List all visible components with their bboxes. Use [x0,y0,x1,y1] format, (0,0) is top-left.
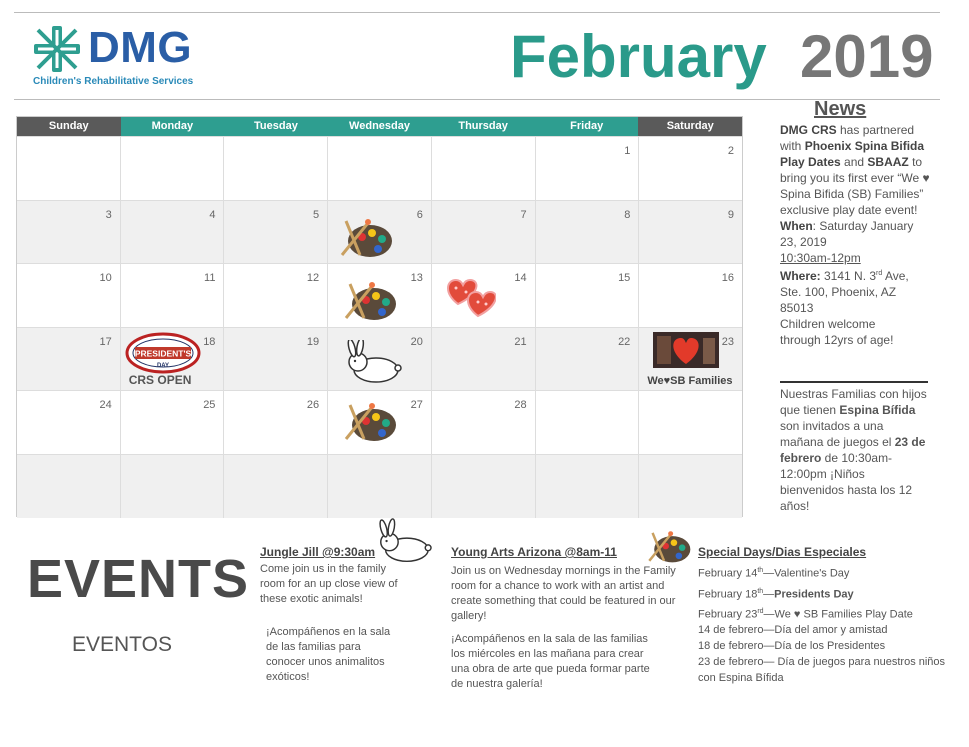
calendar-week [17,263,742,327]
news-where-sup: rd [876,270,883,277]
events-title: EVENTS [27,549,250,609]
special-day-text: —We ♥ SB Families Play Date [763,608,913,621]
we-love-sb-label: We♥SB Families [647,375,733,388]
crs-open-label: CRS OPEN [128,373,192,388]
calendar-day [224,327,328,391]
special-day-date: February 23 [698,608,758,621]
calendar-day [536,454,640,518]
news-es-text: son invitados a una mañana de juegos el [780,419,895,449]
day-number: 18 [203,335,216,348]
jungle-jill-heading: Jungle Jill @9:30am [260,545,376,559]
jungle-jill-body-es: ¡Acompáñenos en la sala de las familias para conocer unos animalitos exóticos! [266,626,391,683]
news-when-time: 10:30am-12pm [780,251,861,265]
calendar-day [224,454,328,518]
calendar-day [17,136,121,200]
weekday-wednesday: Wednesday [328,117,432,136]
calendar-day [639,390,742,454]
day-number: 11 [204,272,216,285]
palette-icon [646,526,692,566]
day-number: 7 [520,208,527,221]
calendar-day [639,327,742,391]
palette-icon [338,215,394,259]
calendar-week [17,454,742,518]
calendar-day [536,136,640,200]
news-where-value2: Ave, Ste. 100, Phoenix, AZ 85013 [780,269,909,315]
special-days-list-es [698,622,948,686]
logo-subtitle: Children's Rehabilitative Services [33,76,194,87]
day-number: 12 [306,272,320,285]
calendar-day [536,390,640,454]
special-day-sup: th [757,567,764,574]
special-day-date: February 18 [698,588,758,601]
day-number: 24 [99,399,112,412]
special-day-item [698,562,948,583]
special-day-item-es: 23 de febrero— Día de juegos para nuestros niños con Espina Bífida [698,656,946,684]
day-number: 10 [99,272,112,285]
young-arts-body: Join us on Wednesday mornings in the Family room for a chance to work with an artist and create something that could be featured in our gallery! [451,565,676,622]
day-number: 23 [721,335,735,348]
badge-text-bottom: DAY [156,362,169,369]
news-es-text: Nuestras Familias con hijos que tienen [780,387,927,417]
calendar-day [432,200,536,264]
calendar-week [17,390,742,454]
logo-star-icon [30,24,84,74]
special-day-item [698,583,948,604]
calendar-day [224,136,328,200]
news-text: has partnered with [780,123,915,153]
calendar-day [121,390,225,454]
weekday-thursday: Thursday [431,117,535,136]
news-bold-psb: Phoenix Spina Bifida Play Dates [780,139,925,169]
day-number: 4 [209,208,216,221]
special-day-bold: Presidents Day [774,588,854,601]
calendar-day [432,454,536,518]
weekday-saturday: Saturday [638,117,742,136]
special-day-item [698,603,948,624]
day-number: 21 [514,335,527,348]
young-arts-body-es: ¡Acompáñenos en la sala de las familias los miércoles en las mañana para crear una obra de arte que pueda formar parte de nuestra galería! [451,633,650,690]
calendar-day [121,327,225,391]
special-day-item-es: 18 de febrero—Día de los Presidentes [698,640,886,652]
calendar-day [121,200,225,264]
heart-photo-icon [653,332,719,368]
news-body-en [780,122,930,348]
day-number: 1 [624,145,631,157]
logo-text: DMG [88,23,193,72]
news-where-label: Where: [780,269,821,283]
calendar-weekday-header [17,117,742,136]
calendar-day [639,454,742,518]
calendar-day [224,200,328,264]
day-number: 6 [416,208,423,221]
special-day-text: — [763,588,775,601]
special-day-sup: rd [757,608,764,616]
news-when-label: When [780,219,813,233]
calendar-day [639,263,742,327]
day-number: 26 [306,399,320,412]
title-year: 2019 [800,23,934,90]
weekday-tuesday: Tuesday [224,117,328,136]
special-days-list [698,562,948,624]
events-subtitle: EVENTOS [72,633,172,656]
header-rule [14,99,940,100]
news-divider [780,381,928,383]
news-text: and [840,155,868,169]
calendar-day [17,200,121,264]
jungle-jill-body: Come join us in the family room for an up close view of these exotic animals! [260,563,398,605]
special-days-heading: Special Days/Dias Especiales [698,545,867,559]
calendar-day [328,263,432,327]
young-arts-heading: Young Arts Arizona @8am-11 [451,545,617,559]
calendar-day [121,454,225,518]
calendar-day [536,263,640,327]
calendar-day [17,263,121,327]
day-number: 28 [514,399,527,412]
day-number: 9 [727,208,735,221]
weekday-friday: Friday [535,117,639,136]
calendar-day [328,390,432,454]
presidents-day-badge-icon [125,332,201,374]
calendar-day [121,136,225,200]
palette-icon [342,399,398,443]
news-when-value: : Saturday January 23, 2019 [780,219,914,249]
day-number: 19 [306,335,320,348]
day-number: 8 [624,208,631,221]
special-day-sup: th [757,587,764,595]
bunny-icon [374,516,432,568]
weekday-monday: Monday [121,117,225,136]
day-number: 3 [105,208,112,221]
badge-text-top: PRESIDENT'S [134,348,191,359]
calendar-day [328,454,432,518]
special-day-item-es: 14 de febrero—Día del amor y amistad [698,624,888,636]
palette-icon [342,278,398,322]
calendar-day [432,390,536,454]
weekday-sunday: Sunday [17,117,121,136]
calendar-day [639,200,742,264]
news-children-line2: through 12yrs of age! [780,333,894,347]
news-title: News [814,98,867,120]
news-body-es [780,386,930,514]
news-es-time: 10:30am-12:00pm [780,451,893,481]
day-number: 27 [410,399,423,412]
calendar-day [17,390,121,454]
calendar-day [328,136,432,200]
calendar-day [639,136,742,200]
calendar-day [121,263,225,327]
news-children-line1: Children welcome [780,317,876,331]
calendar-day [328,200,432,264]
calendar-day [432,136,536,200]
day-number: 22 [618,335,631,348]
day-number: 14 [514,272,527,285]
day-number: 5 [313,208,320,221]
news-es-bold: Espina Bífida [839,403,916,417]
special-day-date: February 14 [698,567,758,580]
calendar-day [536,200,640,264]
day-number: 16 [721,272,735,285]
day-number: 25 [203,399,216,412]
calendar-day [224,390,328,454]
top-rule [14,12,940,13]
day-number: 15 [618,272,631,285]
bunny-icon [342,340,402,384]
day-number: 17 [99,335,112,348]
heart-cookies-icon [442,270,496,318]
calendar-day [17,327,121,391]
day-number: 2 [727,145,735,157]
calendar-day [328,327,432,391]
calendar-day [17,454,121,518]
calendar-week [17,200,742,264]
news-bold-sbaaz: SBAAZ [867,155,909,169]
calendar [16,116,743,517]
calendar-day [432,327,536,391]
news-es-text: de [821,451,842,465]
special-day-text: —Valentine's Day [763,567,850,580]
news-where-value: 3141 N. 3 [820,269,877,283]
day-number: 20 [410,335,423,348]
calendar-day [224,263,328,327]
calendar-week [17,327,742,391]
title-month: February [510,23,767,90]
news-es-bold-date: 23 de febrero [780,435,926,465]
day-number: 13 [410,272,423,285]
calendar-day [536,327,640,391]
calendar-week [17,136,742,200]
calendar-day [432,263,536,327]
news-bold-dmg: DMG CRS [780,123,837,137]
news-es-text: ¡Niños bienvenidos hasta los 12 años! [780,467,913,513]
news-text: to bring you its first ever “We ♥ Spina Bifida (SB) Families” exclusive play date event! [780,155,930,217]
